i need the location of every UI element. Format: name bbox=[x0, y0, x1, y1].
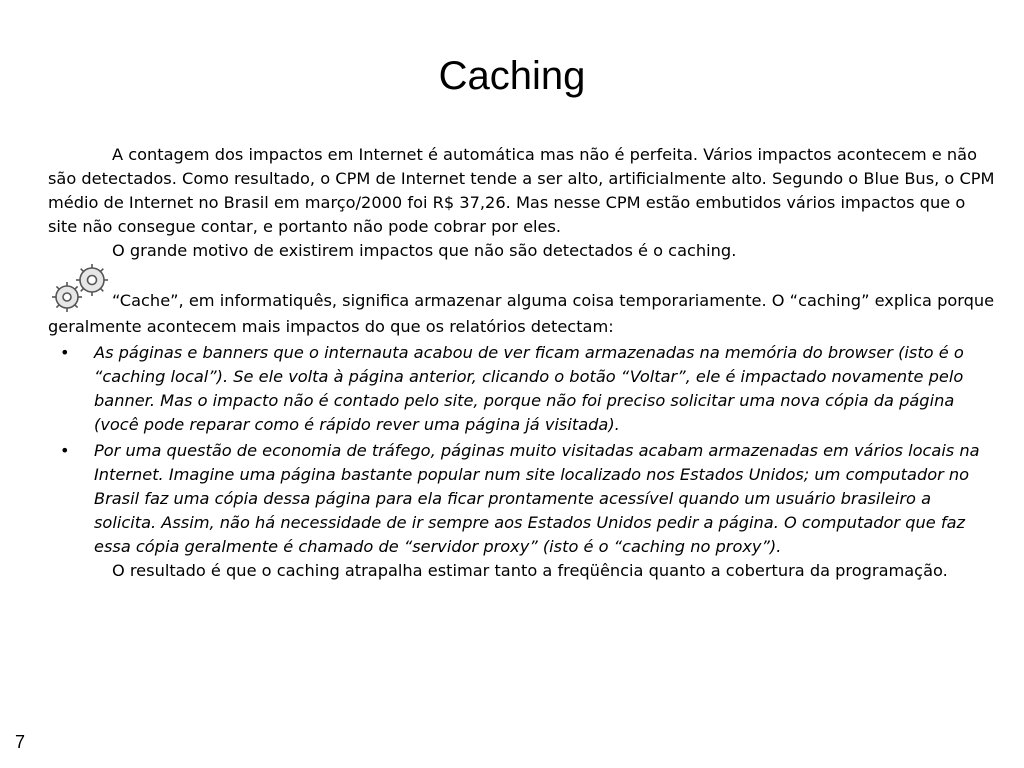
paragraph-conclusion: O resultado é que o caching atrapalha estimar tanto a freqüência quanto a cobertura da programação. bbox=[112, 561, 948, 580]
bullet-item-proxy-caching bbox=[48, 439, 998, 559]
paragraph-impact-counting: A contagem dos impactos em Internet é automática mas não é perfeita. Vários impactos acontecem e não são detectados. Como resultado, o CPM de Internet tende a ser alto, artificialmente alto. Segundo o Blue Bus, o CPM médio de Internet no Brasil em março/2000 foi R$ 37,26. Mas nesse CPM estão embutidos vários impactos que o site não consegue contar, e portanto não pode cobrar por eles. bbox=[48, 145, 995, 236]
paragraph-cache-definition bbox=[48, 289, 998, 339]
bullet-item-local-caching bbox=[48, 341, 998, 437]
cache-definition-text: “Cache”, em informatiquês, significa armazenar alguma coisa temporariamente. O “caching” explica porque geralmente acontecem mais impactos do que os relatórios detectam: bbox=[48, 291, 995, 336]
page-number: 7 bbox=[15, 732, 26, 752]
gears-icon bbox=[48, 263, 112, 315]
bullet-text: As páginas e banners que o internauta acabou de ver ficam armazenadas na memória do browser (isto é o “caching local”). Se ele volta à página anterior, clicando o botão “Voltar”, ele é impactado novamente pelo banner. Mas o impacto não é contado pelo site, porque não foi preciso solicitar uma nova cópia da página (você pode reparar como é rápido rever uma página já visitada). bbox=[94, 343, 964, 434]
bullet-text: Por uma questão de economia de tráfego, páginas muito visitadas acabam armazenadas em vários locais na Internet. Imagine uma página bastante popular num site localizado nos Estados Unidos; um computador no Brasil faz uma cópia dessa página para ela ficar prontamente acessível quando um usuário brasileiro a solicita. Assim, não há necessidade de ir sempre aos Estados Unidos pedir a página. O computador que faz essa cópia geralmente é chamado de “servidor proxy” (isto é o “caching no proxy”). bbox=[94, 441, 980, 556]
bullet-marker: • bbox=[60, 441, 70, 460]
spacer bbox=[48, 263, 998, 289]
bullet-marker: • bbox=[60, 343, 70, 362]
bullet-list bbox=[48, 341, 998, 559]
slide-title: Caching bbox=[438, 54, 586, 98]
paragraph-caching-reason: O grande motivo de existirem impactos que não são detectados é o caching. bbox=[112, 241, 737, 260]
slide-body bbox=[48, 143, 998, 583]
